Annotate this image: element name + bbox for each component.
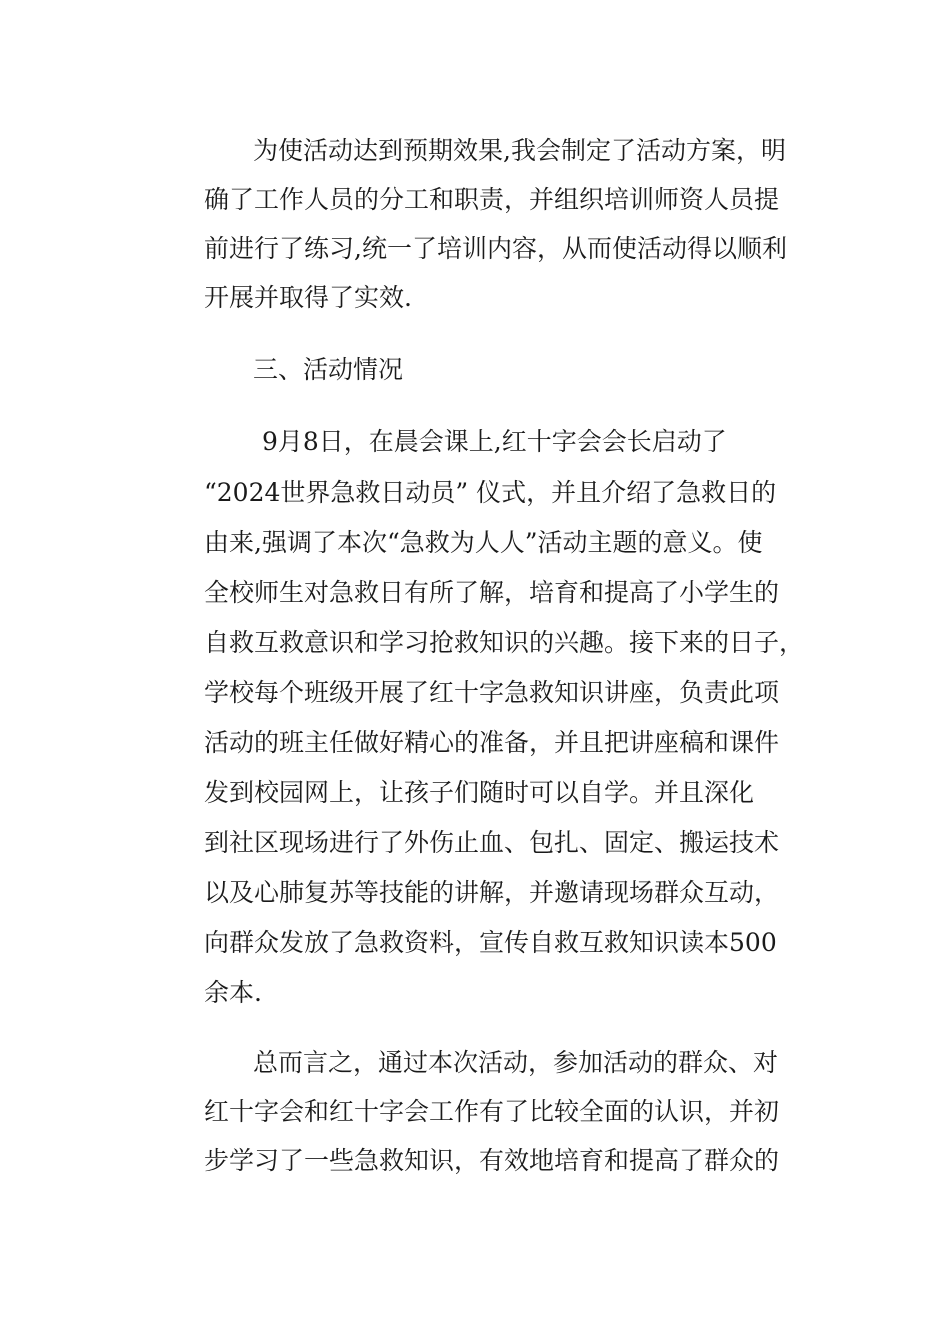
text-line: 开展并取得了实效.	[204, 283, 412, 312]
text-line: 自救互救意识和学习抢救知识的兴趣。接下来的日子，	[204, 628, 805, 657]
text-line: 步学习了一些急救知识，有效地培育和提高了群众的	[204, 1146, 780, 1175]
text-line: 以及心肺复苏等技能的讲解，并邀请现场群众互动，	[204, 878, 780, 907]
text-line: 余本.	[204, 978, 262, 1007]
text-line: 总而言之，通过本次活动，参加活动的群众、对	[253, 1048, 779, 1077]
text-line: 红十字会和红十字会工作有了比较全面的认识，并初	[204, 1097, 780, 1126]
text-line: 确了工作人员的分工和职责，并组织培训师资人员提	[204, 185, 780, 214]
text-line: “2024世界急救日动员” 仪式，并且介绍了急救日的	[204, 478, 777, 507]
text-line: 向群众发放了急救资料，宣传自救互救知识读本500	[204, 928, 777, 957]
section-heading: 三、活动情况	[253, 355, 404, 384]
text-line: 发到校园网上，让孩子们随时可以自学。并且深化	[204, 778, 755, 807]
text-line: 9月8日，在晨会课上,红十字会会长启动了	[262, 427, 727, 456]
text-line: 学校每个班级开展了红十字急救知识讲座，负责此项	[204, 678, 780, 707]
text-line: 活动的班主任做好精心的准备，并且把讲座稿和课件	[204, 728, 780, 757]
text-line: 全校师生对急救日有所了解，培育和提高了小学生的	[204, 578, 780, 607]
text-line: 为使活动达到预期效果,我会制定了活动方案，明	[253, 136, 786, 165]
text-line: 前进行了练习,统一了培训内容，从而使活动得以顺利	[204, 234, 787, 263]
text-line: 到社区现场进行了外伤止血、包扎、固定、搬运技术	[204, 828, 780, 857]
text-line: 由来,强调了本次“急救为人人”活动主题的意义。使	[204, 528, 763, 557]
